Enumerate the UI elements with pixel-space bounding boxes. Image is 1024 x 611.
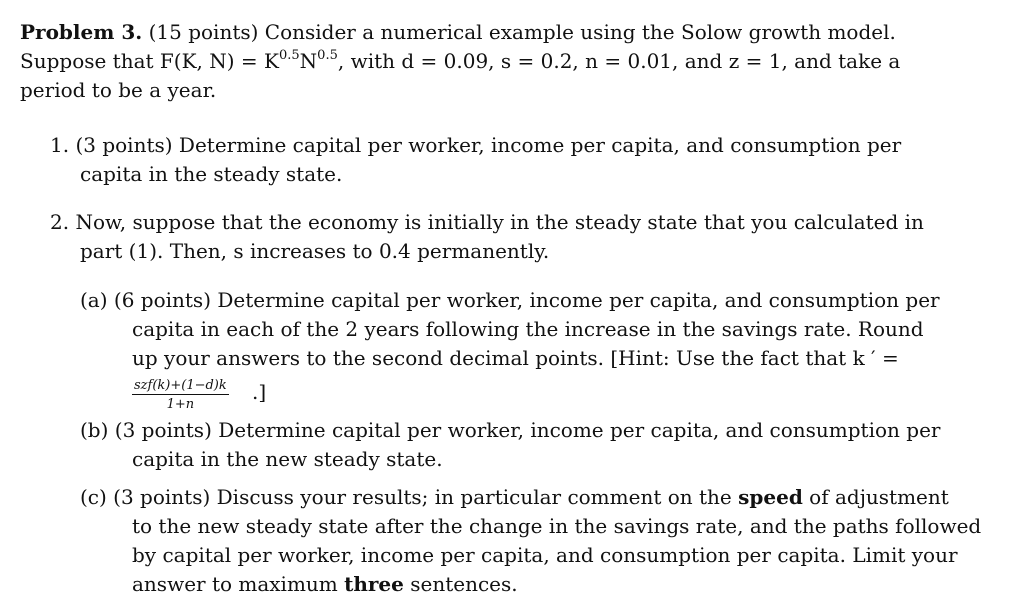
part2c-line-2: to the new steady state after the change in the savings rate, and the paths followed: [132, 514, 982, 538]
hint-fraction: [132, 378, 229, 412]
part2c-text-b: of adjustment: [802, 485, 949, 509]
part2a-line-3: up your answers to the second decimal points. [Hint: Use the fact that k ′ =: [132, 346, 899, 370]
problem-parameters: , with d = 0.09, s = 0.2, n = 0.01, and z = 1, and take a: [337, 49, 901, 73]
hint-fraction-denominator: 1+n: [166, 397, 195, 412]
part2c-text-c: answer to maximum: [132, 572, 345, 596]
part2b-line-2: capita in the new steady state.: [132, 447, 443, 471]
part2c-text-d: sentences.: [403, 572, 518, 596]
problem-line-2: [20, 48, 901, 73]
part2-line-2: part (1). Then, s increases to 0.4 permanently.: [80, 239, 550, 263]
speed-emphasis: speed: [738, 485, 803, 509]
part2a-line-1: (a) (6 points) Determine capital per worker, income per capita, and consumption per: [80, 288, 940, 312]
part2b-line-1: (b) (3 points) Determine capital per worker, income per capita, and consumption per: [80, 418, 941, 442]
three-emphasis: three: [344, 572, 404, 596]
exponent-n: 0.5: [317, 48, 338, 63]
hint-fraction-numerator: szf(k)+(1−d)k: [134, 378, 227, 393]
hint-closing-bracket: .]: [252, 380, 267, 404]
problem-intro: (15 points) Consider a numerical example using the Solow growth model.: [142, 20, 896, 44]
part2c-line-3: by capital per worker, income per capita, and consumption per capita. Limit your: [132, 543, 958, 567]
problem-line-3: period to be a year.: [20, 78, 217, 102]
problem-function-text: Suppose that F(K, N) = K: [20, 49, 279, 73]
part1-line-2: capita in the steady state.: [80, 162, 343, 186]
part2c-line-4: [132, 574, 518, 594]
part2-line-1: 2. Now, suppose that the economy is initially in the steady state that you calculated in: [50, 210, 924, 234]
part2c-line-1: [80, 487, 949, 507]
function-n: N: [299, 49, 318, 73]
exponent-k: 0.5: [278, 48, 300, 63]
problem-line-1: [20, 22, 896, 42]
part2c-text-a: (c) (3 points) Discuss your results; in particular comment on the: [80, 485, 739, 509]
part1-line-1: 1. (3 points) Determine capital per worker, income per capita, and consumption per: [50, 133, 902, 157]
part2a-line-2: capita in each of the 2 years following the increase in the savings rate. Round: [132, 317, 924, 341]
problem-title: Problem 3.: [20, 20, 143, 44]
